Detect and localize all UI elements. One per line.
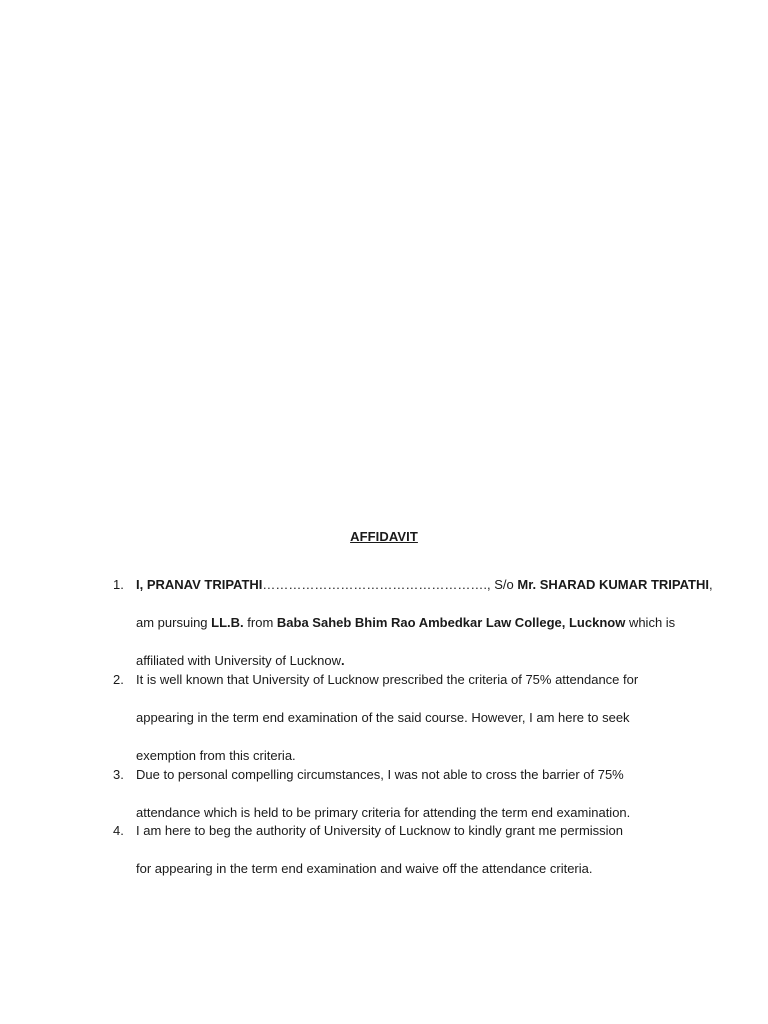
item-4-number: 4.: [113, 823, 124, 838]
text-segment: affiliated with University of Lucknow: [136, 653, 341, 668]
text-segment: from: [243, 615, 277, 630]
item-4-line-2: for appearing in the term end examination and waive off the attendance criteria.: [136, 861, 593, 876]
line-end: ,: [708, 577, 713, 592]
text-segment: am pursuing: [136, 615, 212, 630]
item-3-number: 3.: [113, 767, 124, 782]
item-2-line-1: It is well known that University of Lucknow prescribed the criteria of 75% attendance for: [136, 672, 639, 687]
item-2-line-3: exemption from this criteria.: [136, 748, 296, 763]
course-name: LL.B.: [211, 615, 244, 630]
item-3-line-1: Due to personal compelling circumstances, I was not able to cross the barrier of 75%: [136, 767, 624, 782]
item-1-line-3: [136, 653, 345, 669]
item-3-line-2: attendance which is held to be primary criteria for attending the term end examination.: [136, 805, 631, 820]
period: .: [340, 653, 345, 668]
item-1-number: 1.: [113, 577, 124, 592]
item-2-line-2: appearing in the term end examination of the said course. However, I am here to seek: [136, 710, 630, 725]
item-1-line-2: [136, 615, 675, 631]
item-1-line-1: [136, 577, 713, 593]
text-segment: which is: [625, 615, 676, 630]
father-name: Mr. SHARAD KUMAR TRIPATHI: [517, 577, 709, 592]
document-title: AFFIDAVIT: [350, 529, 418, 544]
deponent-name: I, PRANAV TRIPATHI: [136, 577, 263, 592]
item-2-number: 2.: [113, 672, 124, 687]
item-4-line-1: I am here to beg the authority of University of Lucknow to kindly grant me permission: [136, 823, 624, 838]
college-name: Baba Saheb Bhim Rao Ambedkar Law College, Lucknow: [276, 615, 626, 630]
blank-dots: ……………………………………………., S/o: [262, 577, 518, 592]
